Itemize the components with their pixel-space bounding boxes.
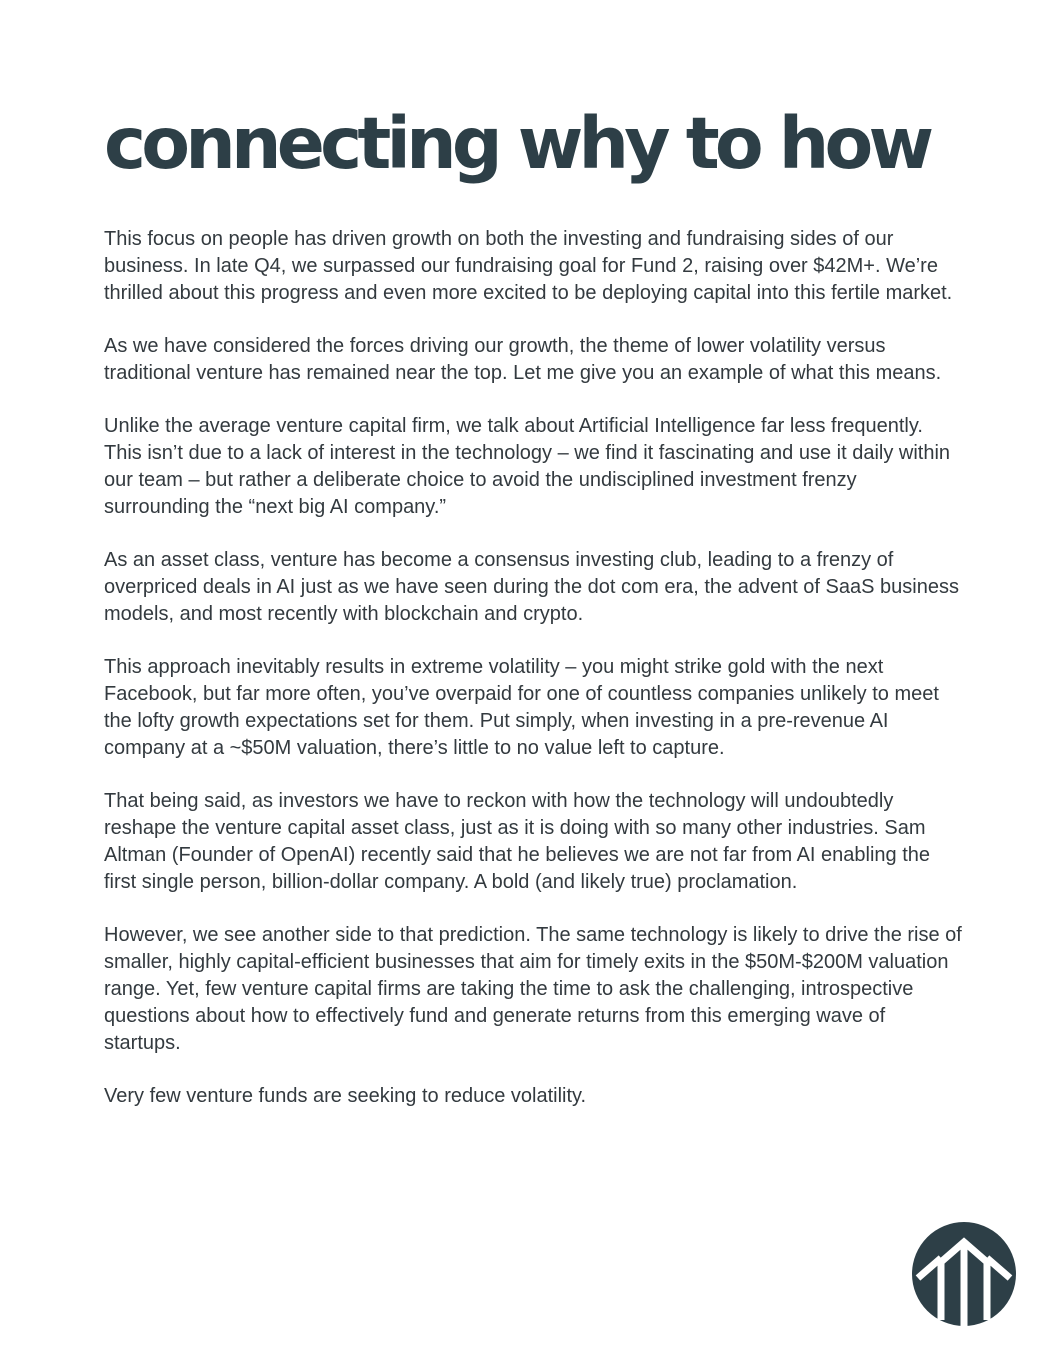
paragraph: This approach inevitably results in extreme volatility – you might strike gold with the next Facebook, but far more often, you’ve overpaid for one of countless companies unlikely to meet the lofty growth expectations set for them. Put simply, when investing in a pre-revenue AI company at a ~$50M valuation, there’s little to no value left to capture. [104, 656, 939, 759]
paragraph: As we have considered the forces driving our growth, the theme of lower volatility versus traditional venture has remained near the top. Let me give you an example of what this means. [104, 335, 942, 384]
paragraph: Very few venture funds are seeking to reduce volatility. [104, 1085, 587, 1107]
arrow-up-logo-icon [912, 1222, 1016, 1326]
page-title: connecting why to how [104, 102, 930, 185]
paragraph: This focus on people has driven growth on both the investing and fundraising sides of our business. In late Q4, we surpassed our fundraising goal for Fund 2, raising over $42M+. We’re thrilled about this progress and even more excited to be deploying capital into this fertile market. [104, 228, 953, 304]
paragraph: However, we see another side to that prediction. The same technology is likely to drive the rise of smaller, highly capital-efficient businesses that aim for timely exits in the $50M-$200M valuation range. Yet, few venture capital firms are taking the time to ask the challenging, introspective questions about how to effectively fund and generate returns from this emerging wave of startups. [104, 924, 962, 1054]
paragraph: That being said, as investors we have to reckon with how the technology will undoubtedly reshape the venture capital asset class, just as it is doing with so many other industries. Sam Altman (Founder of OpenAI) recently said that he believes we are not far from AI enabling the first single person, billion-dollar company. A bold (and likely true) proclamation. [104, 790, 931, 893]
body-text [104, 226, 964, 1136]
paragraph: As an asset class, venture has become a consensus investing club, leading to a frenzy of overpriced deals in AI just as we have seen during the dot com era, the advent of SaaS business models, and most recently with blockchain and crypto. [104, 549, 959, 625]
paragraph: Unlike the average venture capital firm, we talk about Artificial Intelligence far less frequently. This isn’t due to a lack of interest in the technology – we find it fascinating and use it daily within our team – but rather a deliberate choice to avoid the undisciplined investment frenzy surrounding the “next big AI company.” [104, 415, 951, 518]
